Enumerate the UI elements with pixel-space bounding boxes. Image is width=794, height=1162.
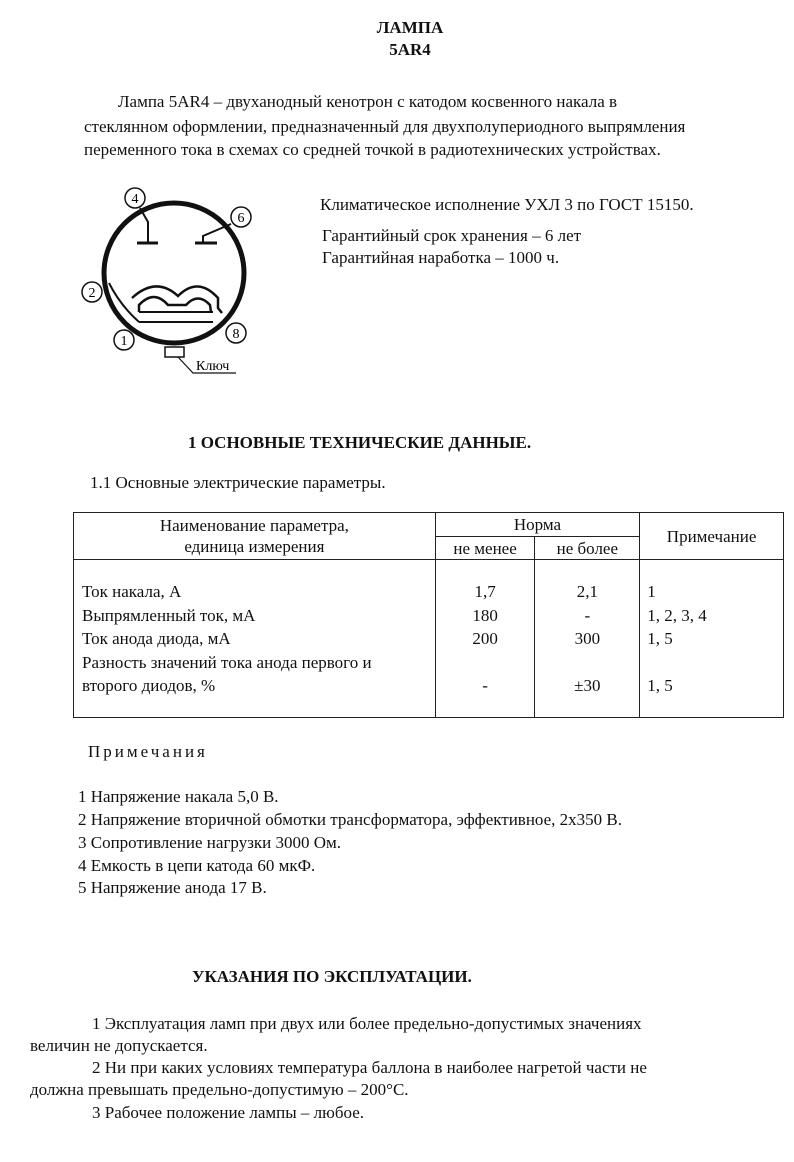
cathode bbox=[109, 283, 213, 322]
operation-line: величин не допускается. bbox=[30, 1036, 208, 1055]
col-max: 2,1 - 300 ±30 bbox=[535, 560, 640, 718]
col-min: 1,7 180 200 - bbox=[435, 560, 535, 718]
note-item: 1 Напряжение накала 5,0 В. bbox=[78, 787, 279, 806]
operation-line: 1 Эксплуатация ламп при двух или более предельно-допустимых значениях bbox=[92, 1014, 642, 1033]
operating-warranty: Гарантийная наработка – 1000 ч. bbox=[322, 248, 560, 267]
note-item: 3 Сопротивление нагрузки 3000 Ом. bbox=[78, 833, 342, 852]
title-line2: 5AR4 bbox=[389, 40, 431, 59]
header-norm: Норма bbox=[435, 513, 639, 537]
note-item: 2 Напряжение вторичной обмотки трансформатора, эффективное, 2х350 В. bbox=[78, 810, 623, 829]
section-1-heading: 1 ОСНОВНЫЕ ТЕХНИЧЕСКИЕ ДАННЫЕ. bbox=[188, 433, 532, 452]
pin-8 bbox=[226, 323, 246, 343]
anode-right bbox=[195, 224, 231, 243]
operation-line: 3 Рабочее положение лампы – любое. bbox=[92, 1103, 364, 1122]
climate-spec: Климатическое исполнение УХЛ 3 по ГОСТ 15150. bbox=[320, 195, 694, 214]
intro-line: стеклянном оформлении, предназначенный для двухполупериодного выпрямления bbox=[84, 117, 686, 136]
pin-4 bbox=[125, 188, 145, 208]
header-note: Примечание bbox=[640, 513, 784, 560]
header-min: не менее bbox=[435, 537, 535, 560]
header-max: не более bbox=[535, 537, 640, 560]
table-body bbox=[74, 560, 784, 718]
heater bbox=[132, 286, 222, 313]
intro-line: Лампа 5AR4 – двуханодный кенотрон с катодом косвенного накала в bbox=[118, 92, 618, 111]
key-tab bbox=[165, 347, 184, 357]
electrical-parameters-table bbox=[73, 512, 784, 718]
header-parameter: Наименование параметра, единица измерения bbox=[74, 513, 436, 560]
title-line1: ЛАМПА bbox=[376, 18, 444, 37]
operation-heading: УКАЗАНИЯ ПО ЭКСПЛУАТАЦИИ. bbox=[192, 967, 472, 986]
notes-heading: Примечания bbox=[88, 742, 208, 761]
section-1-1-heading: 1.1 Основные электрические параметры. bbox=[90, 473, 386, 492]
col-note: 1 1, 2, 3, 4 1, 5 1, 5 bbox=[640, 560, 784, 718]
storage-warranty: Гарантийный срок хранения – 6 лет bbox=[322, 226, 582, 245]
key-label: Ключ bbox=[196, 359, 230, 374]
pin-2 bbox=[82, 282, 102, 302]
operation-line: 2 Ни при каких условиях температура баллона в наиболее нагретой части не bbox=[92, 1058, 647, 1077]
svg-text:6: 6 bbox=[237, 211, 245, 226]
pin-1 bbox=[114, 330, 134, 350]
svg-text:4: 4 bbox=[131, 192, 139, 207]
svg-text:1: 1 bbox=[120, 334, 128, 349]
note-item: 4 Емкость в цепи катода 60 мкФ. bbox=[78, 856, 316, 875]
operation-line: должна превышать предельно-допустимую – 200°С. bbox=[30, 1080, 409, 1099]
intro-line: переменного тока в схемах со средней точкой в радиотехнических устройствах. bbox=[84, 140, 661, 159]
note-item: 5 Напряжение анода 17 В. bbox=[78, 878, 267, 897]
svg-text:2: 2 bbox=[88, 286, 96, 301]
col-parameter: Ток накала, А Выпрямленный ток, мА Ток анода диода, мА Разность значений тока анода первого и второго диодов, % bbox=[74, 560, 436, 718]
tube-pinout-diagram bbox=[70, 180, 270, 380]
svg-text:8: 8 bbox=[232, 327, 240, 342]
pin-6 bbox=[231, 207, 251, 227]
